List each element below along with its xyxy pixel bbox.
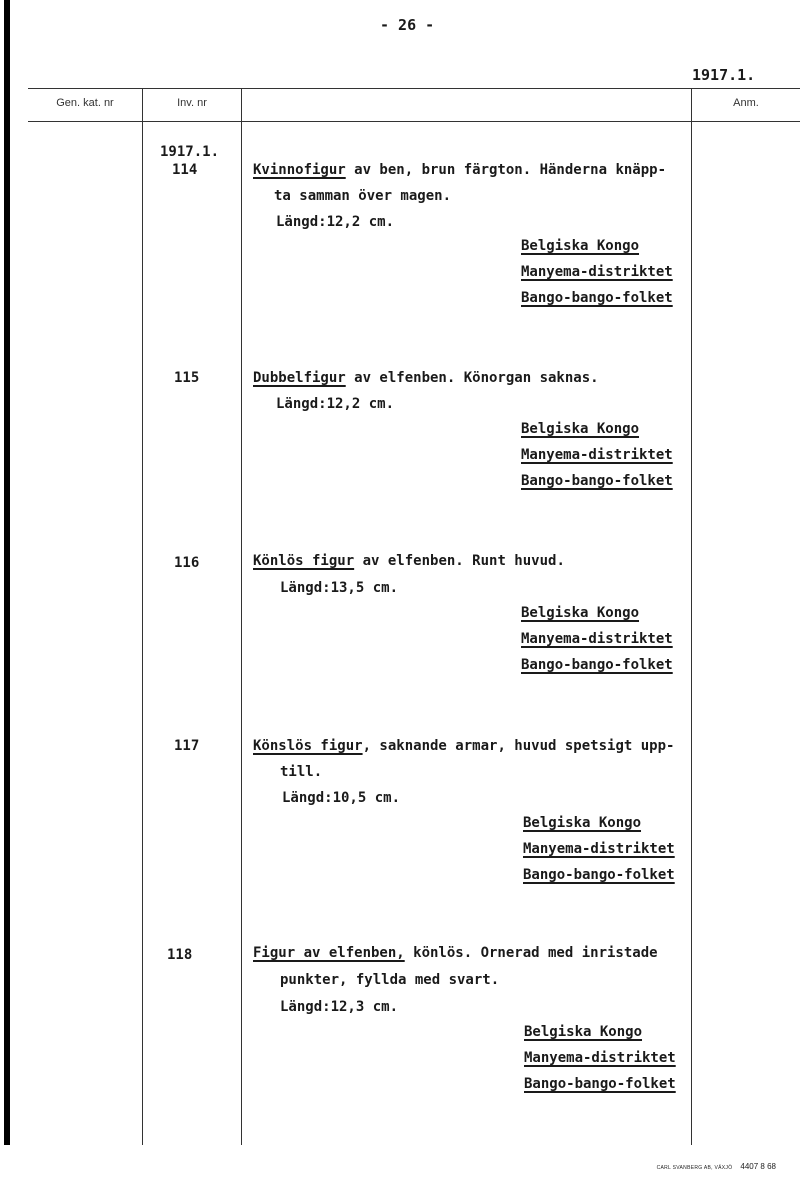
printer-name: CARL SVANBERG AB, VÄXJÖ (656, 1165, 733, 1171)
entry-region: Belgiska Kongo (521, 238, 640, 254)
entry-title: Dubbelfigur (253, 370, 346, 386)
inventory-prefix: 1917.1. (160, 144, 220, 160)
column-divider-1 (142, 88, 143, 1145)
entry-description-text: av ben, brun färgton. Händerna knäpp- (345, 162, 667, 178)
entry-description-text: av elfenben. Könorgan saknas. (345, 370, 599, 386)
inventory-number: 116 (174, 555, 200, 571)
column-header-anm: Anm. (733, 97, 759, 109)
entry-length: Längd:12,3 cm. (280, 999, 399, 1015)
column-divider-3 (691, 88, 692, 1145)
entry-region: Belgiska Kongo (521, 421, 640, 437)
page-number: - 26 - (380, 16, 435, 34)
entry-region: Belgiska Kongo (523, 815, 642, 831)
entry-region: Belgiska Kongo (524, 1024, 643, 1040)
entry-description-text: av elfenben. Runt huvud. (354, 553, 565, 569)
inventory-number: 117 (174, 738, 200, 754)
entry-description (253, 553, 565, 569)
entry-people: Bango-bango-folket (521, 290, 673, 306)
inventory-number: 118 (167, 947, 193, 963)
entry-title: Könlös figur (253, 553, 355, 569)
entry-length: Längd:12,2 cm. (276, 396, 395, 412)
entry-title: Könslös figur (253, 738, 363, 754)
entry-people: Bango-bango-folket (523, 867, 675, 883)
entry-region: Belgiska Kongo (521, 605, 640, 621)
table-top-rule (28, 88, 800, 89)
entry-description-text: , saknande armar, huvud spetsigt upp- (362, 738, 675, 754)
entry-title: Kvinnofigur (253, 162, 346, 178)
entry-people: Bango-bango-folket (524, 1076, 676, 1092)
entry-description-continued: punkter, fyllda med svart. (280, 972, 500, 988)
entry-description-text: könlös. Ornerad med inristade (404, 945, 658, 961)
entry-district: Manyema-distriktet (524, 1050, 676, 1066)
entry-people: Bango-bango-folket (521, 473, 673, 489)
document-reference: 1917.1. (692, 66, 756, 84)
header-bottom-rule (28, 121, 800, 122)
entry-description (253, 370, 599, 386)
printer-footer (657, 1162, 776, 1171)
entry-length: Längd:12,2 cm. (276, 214, 395, 230)
entry-title: Figur av elfenben, (253, 945, 405, 961)
form-code: 4407 8 68 (740, 1162, 776, 1171)
entry-length: Längd:13,5 cm. (280, 580, 399, 596)
inventory-number: 114 (172, 162, 198, 178)
column-divider-2 (241, 88, 242, 1145)
entry-district: Manyema-distriktet (521, 631, 673, 647)
entry-length: Längd:10,5 cm. (282, 790, 401, 806)
entry-description (253, 945, 658, 961)
margin-bar (4, 0, 10, 1145)
entry-district: Manyema-distriktet (523, 841, 675, 857)
entry-description-continued: till. (280, 764, 323, 780)
entry-district: Manyema-distriktet (521, 264, 673, 280)
column-header-gen-kat: Gen. kat. nr (56, 97, 114, 109)
column-header-inv: Inv. nr (177, 97, 207, 109)
entry-description-continued: ta samman över magen. (274, 188, 452, 204)
entry-district: Manyema-distriktet (521, 447, 673, 463)
entry-description (253, 738, 674, 754)
entry-description (253, 162, 666, 178)
inventory-number: 115 (174, 370, 200, 386)
entry-people: Bango-bango-folket (521, 657, 673, 673)
